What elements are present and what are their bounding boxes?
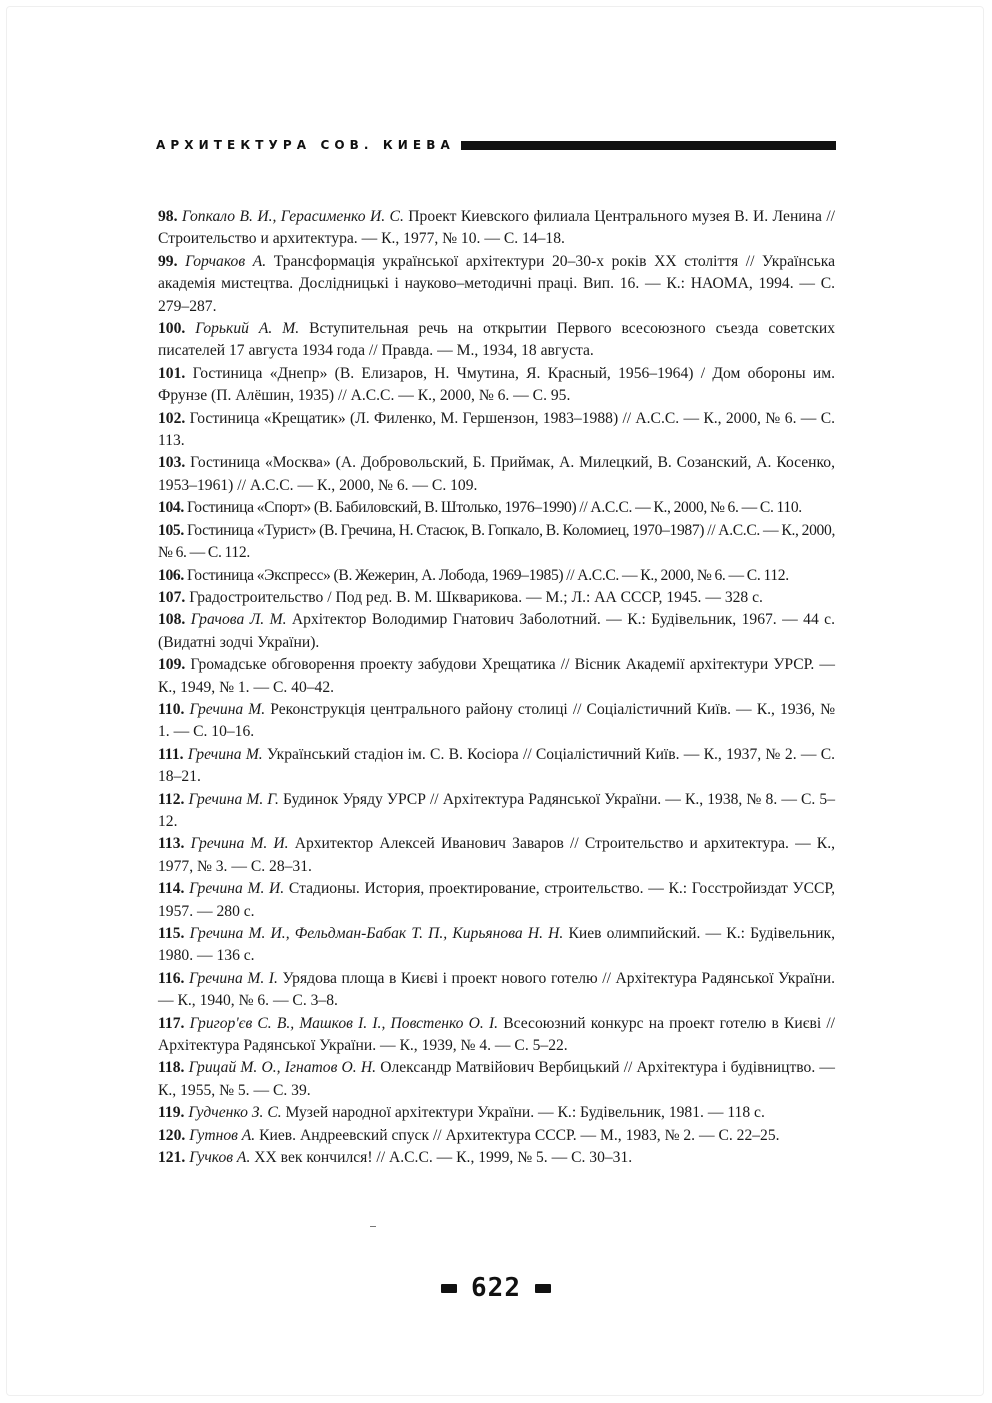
bibliography-entry bbox=[158, 654, 835, 699]
entry-text: Олександр Матвійович Вербицький // Архітектура і будівництво. — К., 1955, № 5. — С. 39. bbox=[158, 1059, 836, 1099]
entry-text: Гостиница «Спорт» (В. Бабиловский, В. Штолько, 1976–1990) // А.С.С. — К., 2000, № 6. — С. 110. bbox=[183, 499, 802, 517]
entry-number: 102. bbox=[158, 409, 186, 427]
bibliography-entry bbox=[158, 408, 835, 453]
entry-author: Гречина М. І. bbox=[189, 969, 278, 987]
entry-text: Архітектор Володимир Гнатович Заболотний. — К.: Будівельник, 1967. — 44 с. (Видатні зодчі України). bbox=[158, 611, 836, 651]
entry-author: Горький А. М. bbox=[195, 320, 300, 338]
bibliography-entry bbox=[158, 452, 835, 497]
entry-author: Гопкало В. И., Герасименко И. С. bbox=[181, 208, 404, 225]
bibliography-entry bbox=[158, 1013, 835, 1058]
bibliography-entry bbox=[158, 789, 835, 834]
bibliography-entry bbox=[158, 565, 835, 587]
entry-text: Український стадіон ім. С. В. Косіора // Соціалістичний Київ. — К., 1937, № 2. — С. 18–21. bbox=[158, 745, 836, 786]
entry-number: 121. bbox=[158, 1149, 186, 1167]
bibliography-entry bbox=[158, 833, 835, 878]
entry-number: 111. bbox=[158, 745, 184, 763]
entry-number: 120. bbox=[158, 1126, 186, 1144]
entry-number: 110. bbox=[158, 700, 185, 718]
entry-text: Архитектор Алексей Иванович Заваров // Строительство и архитектура. — К., 1977, № 3. — С. 28–31. bbox=[158, 835, 835, 875]
entry-number: 98. bbox=[158, 208, 178, 225]
entry-number: 104. bbox=[158, 499, 184, 517]
footer-dash-right bbox=[535, 1284, 551, 1293]
entry-author: Григор'єв С. В., Машков І. І., Повстенко О. І. bbox=[189, 1014, 499, 1032]
entry-author: Гудченко З. С. bbox=[188, 1104, 282, 1122]
entry-text: Гостиница «Москва» (А. Добровольский, Б. Приймак, А. Милецкий, В. Созанский, А. Косенко, 1953–1961) // А.С.С. — К., 2000, № 6. — С. 109. bbox=[158, 454, 835, 494]
bibliography-entry bbox=[158, 878, 835, 923]
entry-text: Гостиница «Турист» (В. Гречина, Н. Стасюк, В. Гопкало, В. Коломиец, 1970–1987) // А.С.С. — К., 2000, № 6. — С. 112. bbox=[158, 521, 835, 562]
entry-text: XX век кончился! // А.С.С. — К., 1999, № 5. — С. 30–31. bbox=[250, 1149, 633, 1167]
entry-text: Музей народної архітектури України. — К.: Будівельник, 1981. — 118 с. bbox=[281, 1104, 765, 1122]
entry-number: 101. bbox=[158, 364, 186, 382]
bibliography-entry bbox=[158, 699, 835, 744]
entry-author: Грицай М. О., Ігнатов О. Н. bbox=[188, 1059, 377, 1077]
header-title: АРХИТЕКТУРА СОВ. КИЕВА bbox=[156, 138, 455, 152]
bibliography-entry bbox=[158, 363, 835, 408]
entry-number: 119. bbox=[158, 1104, 185, 1122]
footer-dash-left bbox=[441, 1284, 457, 1293]
entry-number: 100. bbox=[158, 320, 186, 338]
bibliography-entry bbox=[158, 206, 835, 251]
entry-text: Трансформація української архітектури 20–30-х років ХХ століття // Українська академія мистецтва. Дослідницькі і науково–методичні праці. Вип. 16. — К.: НАОМА, 1994. — С. 279–287. bbox=[158, 252, 835, 315]
running-header bbox=[156, 134, 836, 156]
page-number: 622 bbox=[471, 1273, 521, 1303]
bibliography-entry bbox=[158, 923, 835, 968]
entry-text: Киев. Андреевский спуск // Архитектура СССР. — М., 1983, № 2. — С. 22–25. bbox=[255, 1126, 780, 1144]
bibliography-entry bbox=[158, 968, 835, 1013]
bibliography-entry bbox=[158, 587, 835, 609]
entry-number: 105. bbox=[158, 521, 184, 539]
entry-number: 106. bbox=[158, 566, 184, 584]
entry-text: Громадське обговорення проекту забудови Хрещатика // Вісник Академії архітектури УРСР. — К., 1949, № 1. — С. 40–42. bbox=[158, 656, 835, 696]
bibliography-list bbox=[158, 206, 835, 1169]
bibliography-entry bbox=[158, 520, 835, 565]
entry-author: Гречина М. bbox=[187, 745, 263, 763]
entry-author: Грачова Л. М. bbox=[190, 611, 287, 629]
entry-number: 117. bbox=[158, 1014, 185, 1032]
entry-number: 112. bbox=[158, 790, 185, 808]
bibliography-entry bbox=[158, 318, 835, 363]
entry-author: Гутнов А. bbox=[189, 1126, 256, 1144]
entry-author: Гречина М. И. bbox=[190, 835, 289, 853]
bibliography-entry bbox=[158, 609, 835, 654]
entry-author: Гучков А. bbox=[189, 1149, 251, 1167]
entry-text: Будинок Уряду УРСР // Архітектура Радянської України. — К., 1938, № 8. — С. 5–12. bbox=[158, 790, 835, 830]
print-speck bbox=[370, 1226, 376, 1227]
entry-author: Гречина М. Г. bbox=[188, 790, 279, 808]
entry-text: Вступительная речь на открытии Первого всесоюзного съезда советских писателей 17 августа 1934 года // Правда. — М., 1934, 18 августа. bbox=[158, 320, 835, 360]
entry-number: 114. bbox=[158, 880, 185, 898]
entry-author: Горчаков А. bbox=[185, 252, 267, 270]
entry-number: 107. bbox=[158, 588, 186, 606]
bibliography-entry bbox=[158, 1147, 835, 1169]
bibliography-entry bbox=[158, 497, 835, 519]
entry-text: Урядова площа в Києві і проект нового готелю // Архітектура Радянської України. — К., 1940, № 6. — С. 3–8. bbox=[158, 969, 836, 1010]
bibliography-entry bbox=[158, 1102, 835, 1124]
entry-number: 115. bbox=[158, 925, 185, 942]
page-footer bbox=[0, 1273, 992, 1303]
entry-text: Проект Киевского филиала Центрального музея В. И. Ленина // Строительство и архитектура. — К., 1977, № 10. — С. 14–18. bbox=[158, 208, 835, 248]
entry-author: Гречина М. bbox=[189, 700, 266, 718]
entry-number: 116. bbox=[158, 969, 185, 987]
bibliography-entry bbox=[158, 251, 835, 318]
bibliography-entry bbox=[158, 744, 835, 789]
entry-number: 99. bbox=[158, 252, 178, 270]
entry-text: Киев олимпийский. — К.: Будівельник, 1980. — 136 с. bbox=[158, 925, 835, 965]
entry-author: Гречина М. И., Фельдман-Бабак Т. П., Кирьянова Н. Н. bbox=[189, 925, 564, 942]
entry-text: Всесоюзний конкурс на проект готелю в Києві // Архітектура Радянської України. — К., 1939, № 4. — С. 5–22. bbox=[158, 1014, 835, 1055]
entry-author: Гречина М. И. bbox=[189, 880, 285, 898]
entry-number: 118. bbox=[158, 1059, 185, 1077]
entry-number: 113. bbox=[158, 835, 185, 853]
bibliography-entry bbox=[158, 1057, 835, 1102]
entry-number: 103. bbox=[158, 454, 186, 472]
entry-text: Реконструкція центрального району столиці // Соціалістичний Київ. — К., 1936, № 1. — С. 10–16. bbox=[158, 700, 835, 741]
entry-text: Гостиница «Экспресс» (В. Жежерин, А. Лобода, 1969–1985) // А.С.С. — К., 2000, № 6. — С. 112. bbox=[183, 566, 789, 584]
bibliography-entry bbox=[158, 1125, 835, 1147]
entry-text: Гостиница «Днепр» (В. Елизаров, Н. Чмутина, Я. Красный, 1956–1964) / Дом обороны им. Фрунзе (П. Алёшин, 1935) // А.С.С. — К., 2000, № 6. — С. 95. bbox=[158, 364, 835, 405]
entry-number: 109. bbox=[158, 656, 186, 674]
entry-number: 108. bbox=[158, 611, 186, 629]
entry-text: Гостиница «Крещатик» (Л. Филенко, М. Гершензон, 1983–1988) // А.С.С. — К., 2000, № 6. — С. 113. bbox=[158, 409, 835, 450]
entry-text: Стадионы. История, проектирование, строительство. — К.: Госстройиздат УССР, 1957. — 280 с. bbox=[158, 880, 836, 920]
header-rule bbox=[461, 141, 836, 150]
entry-text: Градостроительство / Под ред. В. М. Шкварикова. — М.; Л.: АА СССР, 1945. — 328 с. bbox=[185, 588, 763, 606]
